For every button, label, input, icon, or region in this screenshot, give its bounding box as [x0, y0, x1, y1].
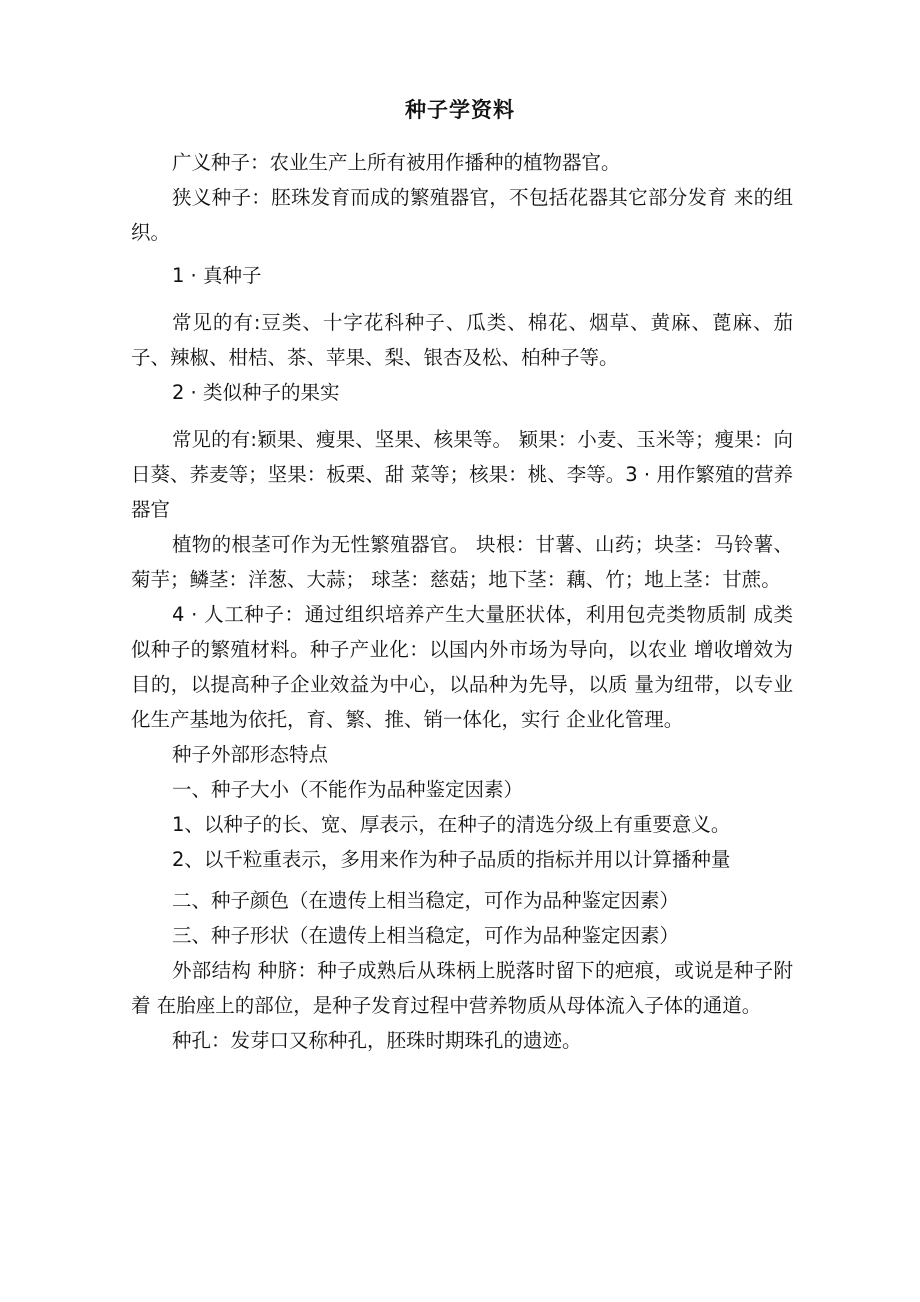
paragraph-fruit-examples: 常见的有:颖果、瘦果、坚果、核果等。 颖果：小麦、玉米等；瘦果：向日葵、荞麦等；坚果：板栗、甜 菜等；核果：桃、李等。3 · 用作繁殖的营养器官 [131, 428, 793, 521]
heading-external-morphology: 种子外部形态特点 [171, 743, 328, 766]
paragraph-true-seed-examples: 常见的有:豆类、十字花科种子、瓜类、棉花、烟草、黄麻、蓖麻、茄子、辣椒、柑桔、茶、苹果、梨、银杏及松、柏种子等。 [131, 311, 793, 369]
heading-true-seed: 1 · 真种子 [171, 264, 262, 287]
heading-seed-like-fruit: 2 · 类似种子的果实 [171, 381, 340, 404]
document-body [131, 145, 793, 1058]
heading-seed-color: 二、种子颜色（在遗传上相当稳定，可作为品种鉴定因素） [171, 889, 679, 912]
paragraph-artificial-seed: 4 · 人工种子：通过组织培养产生大量胚状体，利用包壳类物质制 成类似种子的繁殖材料。种子产业化：以国内外市场为导向，以农业 增收增效为目的，以提高种子企业效益为中心，以品种为先导，以质 量为纽带，以专业化生产基地为依托，育、繁、推、销一体化，实行 企业化管理。 [131, 603, 793, 731]
paragraph-vegetative-organs: 植物的根茎可作为无性繁殖器官。 块根：甘薯、山药；块茎：马铃薯、菊芋；鳞茎：洋葱、大蒜； 球茎：慈菇；地下茎：藕、竹；地上茎：甘蔗。 [131, 533, 793, 591]
item-thousand-grain-weight: 2、以千粒重表示，多用来作为种子品质的指标并用以计算播种量 [171, 848, 731, 871]
heading-seed-shape: 三、种子形状（在遗传上相当稳定，可作为品种鉴定因素） [171, 924, 679, 947]
item-size-dimensions: 1、以种子的长、宽、厚表示，在种子的清选分级上有重要意义。 [171, 813, 731, 836]
paragraph-micropyle: 种孔：发芽口又称种孔，胚珠时期珠孔的遗迹。 [171, 1029, 582, 1052]
document-title: 种子学资料 [405, 98, 515, 122]
paragraph-hilum: 外部结构 种脐：种子成熟后从珠柄上脱落时留下的疤痕，或说是种子附着 在胎座上的部位，是种子发育过程中营养物质从母体流入子体的通道。 [131, 959, 793, 1017]
paragraph-broad-definition: 广义种子：农业生产上所有被用作播种的植物器官。 [171, 151, 621, 174]
heading-seed-size: 一、种子大小（不能作为品种鉴定因素） [171, 778, 523, 801]
paragraph-narrow-definition: 狭义种子：胚珠发育而成的繁殖器官，不包括花器其它部分发育 来的组织。 [131, 186, 793, 244]
